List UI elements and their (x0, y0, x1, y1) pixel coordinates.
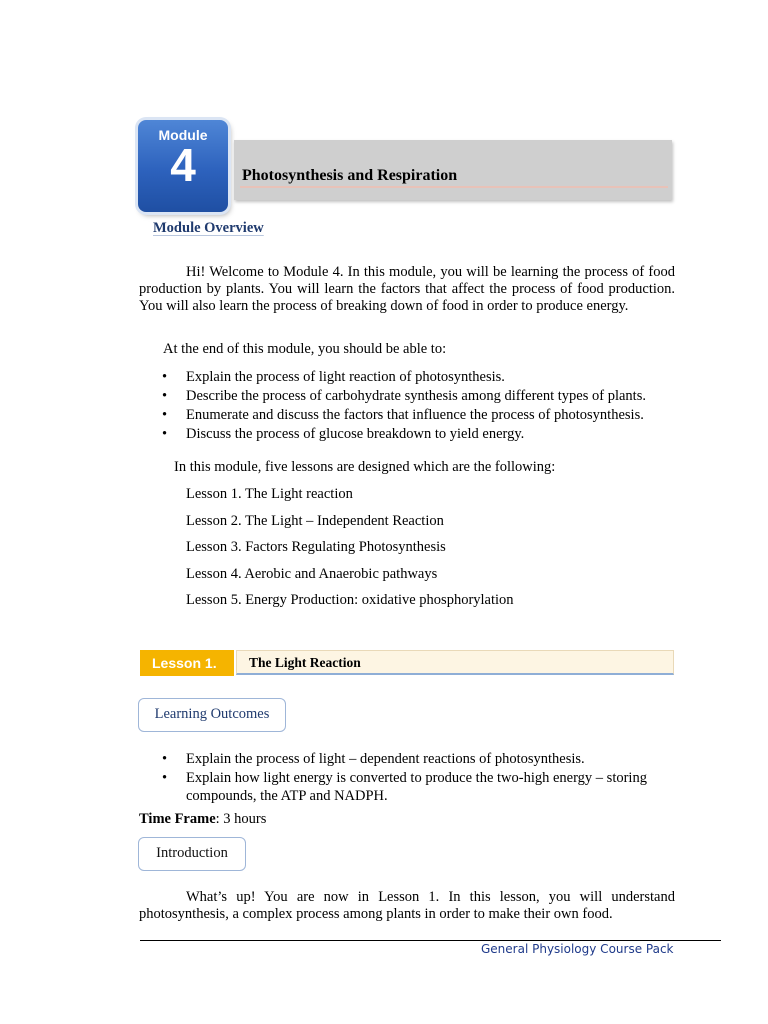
list-item: • Explain the process of light reaction of photosynthesis. (162, 369, 505, 385)
module-number: 4 (170, 139, 196, 191)
learning-outcomes-heading: Learning Outcomes (138, 698, 286, 732)
lesson-list-item: Lesson 2. The Light – Independent Reaction (186, 513, 444, 529)
objectives-lead: At the end of this module, you should be able to: (163, 341, 447, 357)
list-item: • Explain the process of light – dependent reactions of photosynthesis. (162, 751, 585, 767)
lesson-tag: Lesson 1. (140, 650, 234, 676)
lesson-title-bar (236, 650, 674, 675)
list-item: • Discuss the process of glucose breakdown to yield energy. (162, 426, 525, 442)
lesson-list-item: Lesson 1. The Light reaction (186, 486, 353, 502)
introduction-text: What’s up! You are now in Lesson 1. In this lesson, you will understand photosynthesis, a complex process among plants in order to make their own food. (139, 889, 675, 922)
lesson-list-item: Lesson 3. Factors Regulating Photosynthesis (186, 539, 446, 555)
list-item: • Describe the process of carbohydrate synthesis among different types of plants. (162, 388, 646, 404)
outcomes-list (162, 750, 652, 805)
module-title-rule (240, 186, 668, 188)
time-frame (139, 811, 266, 828)
overview-intro: Hi! Welcome to Module 4. In this module, you will be learning the process of food production by plants. You will learn the factors that affect the process of food production. You will also learn the process of breaking down of food in order to produce energy. (139, 264, 675, 314)
lesson-title: The Light Reaction (249, 655, 361, 670)
time-frame-value: : 3 hours (215, 811, 267, 827)
lesson-list-item: Lesson 5. Energy Production: oxidative phosphorylation (186, 592, 514, 608)
time-frame-label: Time Frame (139, 811, 216, 827)
list-item: • Explain how light energy is converted to produce the two-high energy – storing compounds, the ATP and NADPH. (162, 770, 647, 804)
introduction-heading: Introduction (138, 837, 246, 871)
module-label: Module (158, 127, 208, 143)
list-item: • Enumerate and discuss the factors that influence the process of photosynthesis. (162, 407, 644, 423)
module-badge (138, 120, 228, 212)
objectives-list (162, 368, 702, 444)
footer-rule (140, 940, 721, 941)
module-overview-heading: Module Overview (153, 220, 264, 236)
module-title: Photosynthesis and Respiration (242, 167, 458, 184)
module-title-bar (234, 140, 672, 200)
lessons-lead: In this module, five lessons are designed which are the following: (174, 459, 556, 475)
lesson-list-item: Lesson 4. Aerobic and Anaerobic pathways (186, 566, 438, 582)
footer-text: General Physiology Course Pack (481, 942, 674, 956)
